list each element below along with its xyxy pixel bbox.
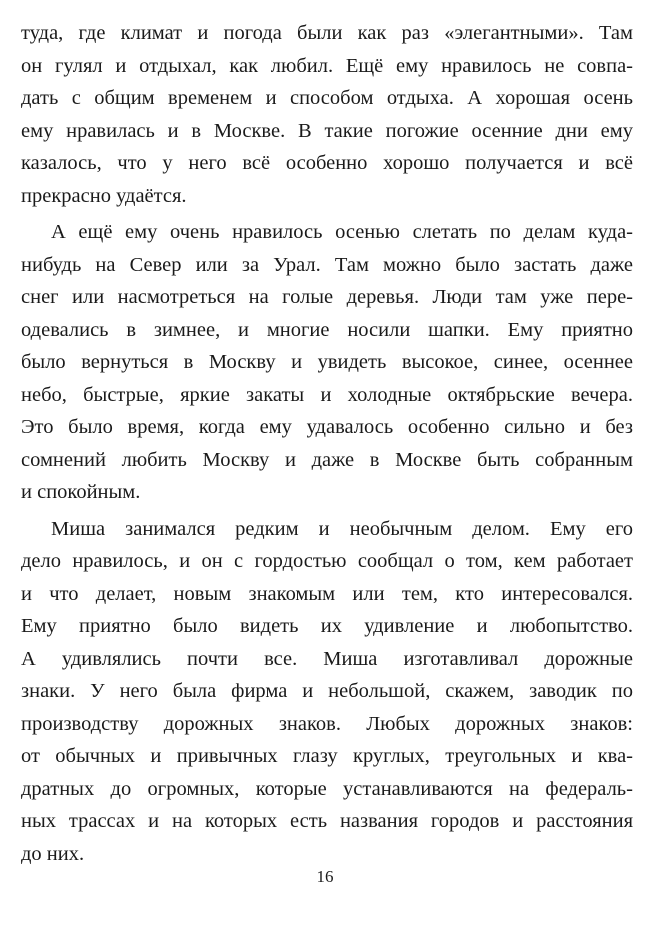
text-line: Ему приятно было видеть их удивление и любопытство. (21, 615, 633, 637)
text-line: ных трассах и на которых есть названия городов и расстояния (21, 810, 633, 832)
text-line: снег или насмотреться на голые деревья. Люди там уже пере- (21, 286, 633, 308)
text-line: А удивлялись почти все. Миша изготавливал дорожные (21, 647, 633, 670)
text-line: туда, где климат и погода были как раз «элегантными». Там (21, 22, 633, 44)
text-line: до них. (21, 842, 85, 865)
text-line: небо, быстрые, яркие закаты и холодные октябрьские вечера. (21, 383, 633, 406)
text-line: Миша занимался редким и необычным делом. Ему его (51, 517, 633, 540)
paragraph (21, 17, 633, 212)
text-line: дело нравилось, и он с гордостью сообщал о том, кем работает (21, 550, 633, 572)
text-line: прекрасно удаётся. (21, 184, 187, 207)
text-line: Это было время, когда ему удавалось особенно сильно и без (21, 416, 633, 438)
page-body (21, 17, 633, 870)
paragraph (21, 513, 633, 871)
text-line: от обычных и привычных глазу круглых, треугольных и ква- (21, 745, 633, 767)
text-line: дать с общим временем и способом отдыха. А хорошая осень (21, 87, 633, 109)
text-line: он гулял и отдыхал, как любил. Ещё ему нравилось не совпа- (21, 54, 633, 77)
text-line: нибудь на Север или за Урал. Там можно было застать даже (21, 253, 633, 276)
text-line: А ещё ему очень нравилось осенью слетать по делам куда- (51, 221, 633, 243)
text-line: казалось, что у него всё особенно хорошо получается и всё (21, 152, 633, 174)
text-line: знаки. У него была фирма и небольшой, скажем, заводик по (21, 680, 633, 702)
text-line: одевались в зимнее, и многие носили шапки. Ему приятно (21, 318, 633, 341)
text-line: производству дорожных знаков. Любых дорожных знаков: (21, 712, 633, 735)
paragraph (21, 216, 633, 509)
text-line: ему нравилась и в Москве. В такие погожие осенние дни ему (21, 119, 633, 142)
text-line: было вернуться в Москву и увидеть высокое, синее, осеннее (21, 351, 633, 373)
page-number: 16 (316, 867, 334, 886)
text-line: и спокойным. (21, 481, 141, 503)
text-line: сомнений любить Москву и даже в Москве быть собранным (21, 448, 633, 471)
text-line: дратных до огромных, которые устанавливаются на федераль- (21, 777, 633, 800)
text-line: и что делает, новым знакомым или тем, кто интересовался. (21, 582, 633, 605)
